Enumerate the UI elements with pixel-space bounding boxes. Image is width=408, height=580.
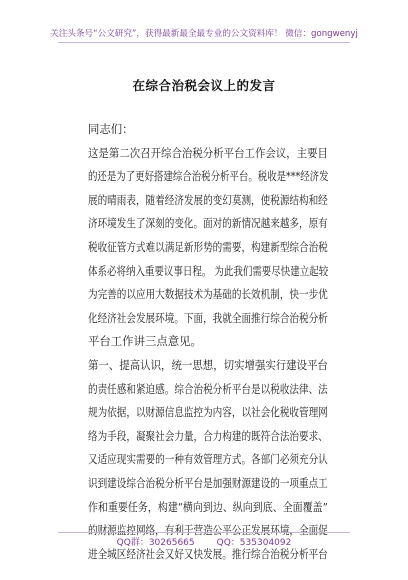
body-line: 作和重要任务，构建“横向到边、纵向到底、全面覆盖”	[88, 499, 328, 514]
body-line: 又适应现实需要的一种有效管理方式。各部门必须充分认	[88, 452, 328, 467]
body-line: 的还是为了更好搭建综合治税分析平台。税收是***经济发	[88, 169, 329, 184]
body-line: 展的晴雨表，随着经济发展的变幻莫测，使税源结构和经	[88, 192, 328, 207]
body-line: 税收征管方式难以满足新形势的需要，构建新型综合治税	[88, 239, 328, 254]
page-footer	[0, 535, 408, 548]
body-line: 第一、提高认识，统一思想，切实增强实行建设平台	[88, 357, 328, 372]
page-header	[0, 0, 408, 39]
body-line: 济环境发生了深刻的变化。面对的新情况越来越多，原有	[88, 216, 328, 231]
document-title: 在综合治税会议上的发言	[132, 78, 276, 93]
footer-qq-group: QQ群：30265665	[116, 538, 195, 548]
body-line: 化经济社会发展环境。下面，我就全面推行综合治税分析	[88, 310, 328, 325]
body-line: 的财源监控网络，有利于营造公平公正发展环境，全面促	[88, 523, 328, 538]
body-line: 的责任感和紧迫感。综合治税分析平台是以税收法律、法	[88, 381, 328, 396]
document-body	[88, 118, 328, 566]
body-line: 为完善的以应用大数据技术为基础的长效机制，快一步优	[88, 287, 328, 302]
body-line: 体系必将纳入重要议事日程。 为此我们需要尽快建立起较	[88, 263, 329, 278]
header-banner: 关注头条号“公文研究”，获得最新最全最专业的公文资料库！ 微信：gongwenyj	[50, 29, 358, 39]
body-line: 进全城区经济社会又好又快发展。推行综合治税分析平台	[88, 546, 328, 561]
footer-qq: QQ：535304092	[216, 538, 292, 548]
body-line: 规为依据，以财源信息监控为内容，以社会化税收管理网	[88, 405, 328, 420]
body-line-salutation: 同志们：	[88, 122, 134, 136]
body-line: 平台工作讲三点意见。	[88, 334, 202, 349]
body-line: 识到建设综合治税分析平台是加强财源建设的一项重点工	[88, 475, 328, 490]
body-line: 络为手段，凝聚社会力量，合力构建的既符合法治要求、	[88, 428, 328, 443]
header-divider	[58, 42, 350, 43]
footer-divider	[58, 532, 350, 533]
body-line: 这是第二次召开综合治税分析平台工作会议，主要目	[88, 145, 328, 160]
